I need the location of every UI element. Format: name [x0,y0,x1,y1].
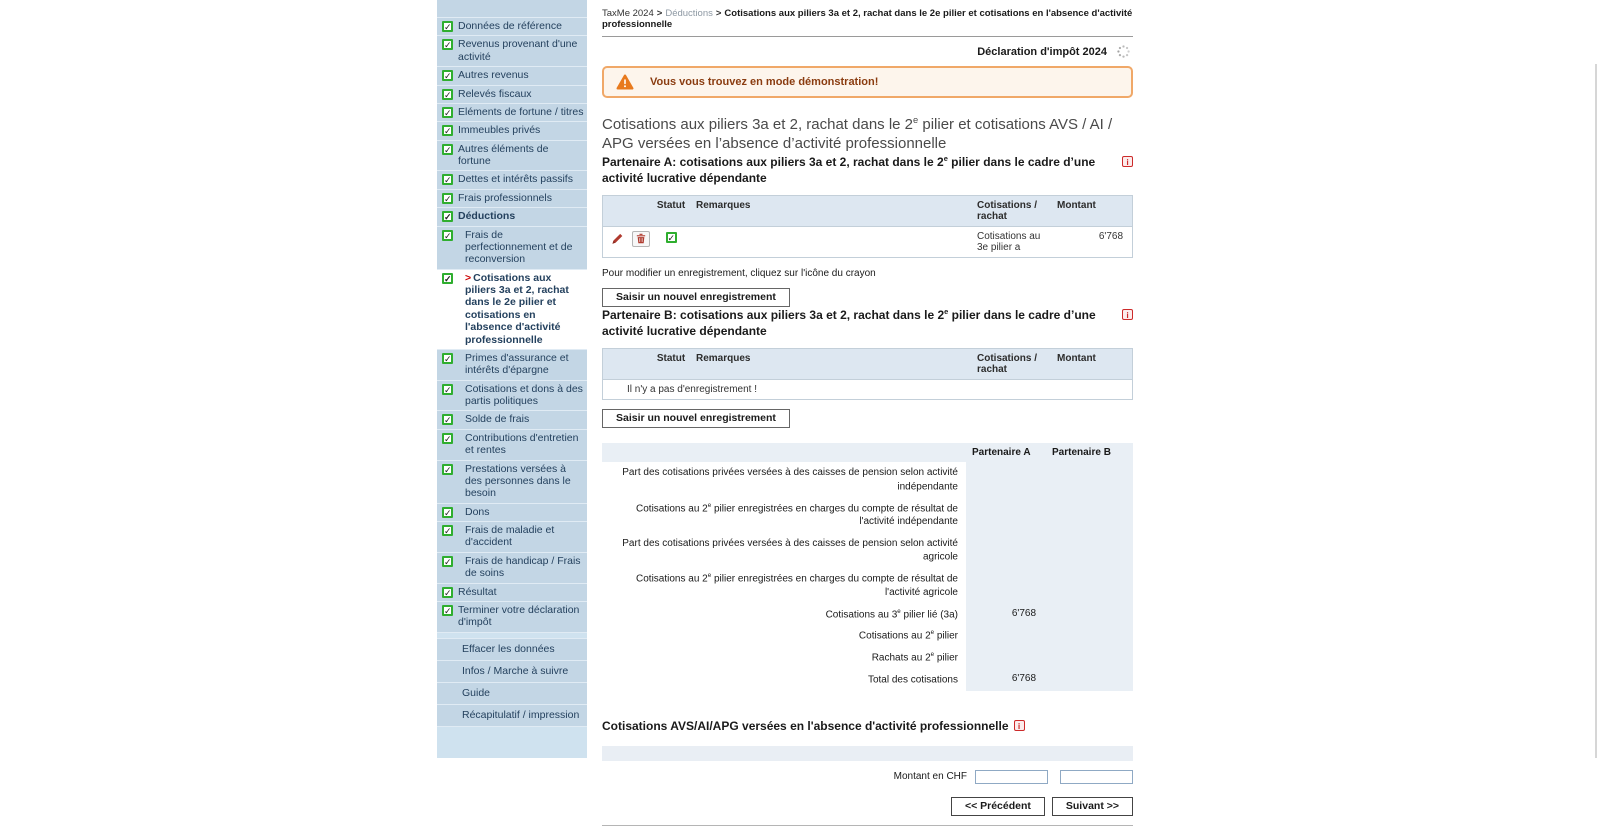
table-header-row [603,196,1132,227]
status-checked-icon: ✓ [667,232,676,243]
sidebar-item[interactable] [437,381,587,412]
sidebar-item-label: Primes d'assurance et intérêts d'épargne [465,351,569,377]
sidebar-item-label: Immeubles privés [458,124,541,137]
sidebar-footer-item[interactable] [437,661,587,683]
breadcrumb-root[interactable]: TaxMe 2024 [602,8,654,19]
summary-value-b [1046,604,1133,626]
sidebar [437,0,587,758]
sidebar-item[interactable] [437,141,587,172]
topbar-right [602,37,1133,59]
checkbox-checked-icon: ✓ [444,193,452,204]
summary-row [602,462,1133,497]
sidebar-item[interactable] [437,522,587,553]
checkbox-checked-icon: ✓ [444,464,452,475]
info-icon[interactable]: i [1014,720,1025,731]
edit-record-button[interactable] [608,231,626,247]
column-header-montant: Montant [1057,353,1096,365]
summary-row-label: Cotisations au 2e pilier enregistrées en charges du compte de résultat de l'activité agricole [602,568,966,603]
summary-row [602,568,1133,603]
new-record-button-b[interactable]: Saisir un nouvel enregistrement [602,409,790,428]
sidebar-item[interactable] [437,461,587,504]
breadcrumb [602,0,1133,37]
checkbox-checked-icon: ✓ [444,273,452,284]
sidebar-item-label: Autres éléments de fortune [458,142,549,167]
delete-record-button[interactable] [632,231,650,247]
summary-value-b [1046,625,1133,647]
sidebar-item[interactable] [437,350,587,381]
summary-row-label: Cotisations au 2e pilier enregistrées en charges du compte de résultat de l'activité indépendante [602,498,966,533]
demo-mode-warning [602,66,1133,98]
checkbox-checked-icon: ✓ [444,89,452,100]
partner-a-table [602,195,1133,258]
sidebar-item[interactable] [437,430,587,461]
info-icon[interactable]: i [1122,156,1133,167]
sidebar-item-label: Eléments de fortune / titres [458,105,584,118]
sidebar-item-label: Frais de handicap / Frais de soins [465,554,581,580]
summary-value-b [1046,462,1133,497]
edit-hint-text: Pour modifier un enregistrement, cliquez sur l'icône du crayon [602,267,876,279]
avs-header-band [602,746,1133,761]
breadcrumb-separator: > [715,8,722,19]
summary-value-b [1046,669,1133,691]
main-content [602,0,1133,826]
summary-value-b [1046,533,1133,568]
active-arrow-icon: > [465,271,472,284]
checkbox-checked-icon: ✓ [444,230,452,241]
summary-value-b [1046,647,1133,669]
partner-a-heading: i Partenaire A: cotisations aux piliers 3a et 2, rachat dans le 2e pilier dans le cadre d’une activité lucrative dépendante [602,154,1133,186]
summary-value-a [966,498,1046,533]
trash-icon [636,233,646,244]
sidebar-item-label: Contributions d'entretien et rentes [465,431,579,457]
checkbox-checked-icon: ✓ [444,384,452,395]
sidebar-menu [437,18,587,633]
sidebar-item-label: Relevés fiscaux [458,87,532,100]
sidebar-footer-label: Infos / Marche à suivre [462,664,569,677]
sidebar-item[interactable] [437,122,587,140]
column-header-cotisations: Cotisations / rachat [977,353,1038,376]
sidebar-item[interactable] [437,411,587,429]
sidebar-item-label: Revenus provenant d'une activité [458,38,578,63]
column-header-statut: Statut [656,353,686,365]
summary-header-row [602,443,1133,462]
sidebar-item[interactable] [437,104,587,122]
column-header-montant: Montant [1057,199,1096,211]
amount-chf-label: Montant en CHF [893,771,967,783]
column-header-partenaire-a: Partenaire A [972,447,1031,459]
sidebar-item[interactable] [437,18,587,36]
summary-row-label: Cotisations au 2e pilier [602,625,966,647]
summary-body [602,462,1133,691]
sidebar-footer-item[interactable] [437,639,587,661]
sidebar-item-label: Dettes et intérêts passifs [458,173,573,186]
sidebar-item[interactable] [437,602,587,633]
cell-montant: 6'768 [1098,230,1123,242]
column-header-partenaire-b: Partenaire B [1052,447,1111,459]
loading-spinner-icon [1116,44,1131,59]
checkbox-checked-icon: ✓ [444,415,452,426]
sidebar-item-label: Prestations versées à des personnes dans le besoin [465,462,571,500]
summary-row [602,604,1133,626]
sidebar-footer-label: Effacer les données [462,642,555,655]
cell-remarques [691,227,972,235]
checkbox-checked-icon: ✓ [444,71,452,82]
sidebar-footer-item[interactable] [437,705,587,727]
sidebar-item-label: Solde de frais [465,413,530,426]
summary-value-a: 6'768 [966,604,1046,626]
sidebar-item-label: Cotisations aux piliers 3a et 2, rachat dans le 2e pilier et cotisations en l'absence d'activité professionnelle [465,271,569,346]
checkbox-checked-icon: ✓ [444,507,452,518]
sidebar-item-label: Données de référence [458,20,562,32]
avs-amount-row [602,770,1133,784]
sidebar-item-label: Cotisations et dons à des partis politiques [465,382,583,407]
checkbox-checked-icon: ✓ [444,353,452,364]
summary-row [602,669,1133,691]
sidebar-item-label: Frais professionnels [458,191,552,204]
summary-row-label: Rachats au 2e pilier [602,647,966,669]
checkbox-checked-icon: ✓ [444,605,452,616]
navigation-row [602,797,1133,826]
checkbox-checked-icon: ✓ [444,22,452,32]
new-record-button-a[interactable]: Saisir un nouvel enregistrement [602,288,790,307]
summary-value-a [966,647,1046,669]
checkbox-checked-icon: ✓ [444,526,452,536]
warning-triangle-icon [616,74,634,90]
sidebar-item[interactable] [437,190,587,208]
checkbox-checked-icon: ✓ [444,126,452,137]
sidebar-item[interactable] [437,584,587,602]
sidebar-item-label: Frais de maladie et d'accident [465,524,555,549]
sidebar-item[interactable] [437,67,587,85]
checkbox-checked-icon: ✓ [444,433,452,444]
summary-value-a [966,625,1046,647]
checkbox-checked-icon: ✓ [444,175,452,186]
sidebar-item-label: Autres revenus [458,69,529,82]
sidebar-top-spacer [437,0,587,18]
sidebar-footer-item[interactable] [437,683,587,705]
summary-row [602,498,1133,533]
no-records-text: Il n'y a pas d'enregistrement ! [627,383,757,395]
checkbox-checked-icon: ✓ [444,587,452,598]
partner-b-heading: i Partenaire B: cotisations aux piliers 3a et 2, rachat dans le 2e pilier dans le cadre d’une activité lucrative dépendante [602,307,1133,339]
column-header-remarques: Remarques [696,353,751,365]
sidebar-item[interactable] [437,227,587,270]
summary-value-a [966,462,1046,497]
summary-value-a [966,568,1046,603]
sidebar-item[interactable] [437,171,587,189]
sidebar-footer-label: Récapitulatif / impression [462,708,580,721]
sidebar-item-label: Frais de perfectionnement et de reconversion [465,228,573,266]
sidebar-item-label: Dons [465,505,490,518]
sidebar-item-label: Déductions [458,210,516,223]
summary-row [602,647,1133,669]
partner-b-table [602,348,1133,400]
info-icon[interactable]: i [1122,309,1133,320]
cell-cotisations: Cotisations au 3e pilier a [977,230,1041,253]
column-header-remarques: Remarques [696,199,751,211]
page-title: Cotisations aux piliers 3a et 2, rachat dans le 2e pilier et cotisations AVS / AI / APG versées en l’absence d’activité professionnelle [602,115,1113,152]
sidebar-item[interactable] [437,208,587,226]
summary-row [602,625,1133,647]
summary-value-a: 6'768 [966,669,1046,691]
breadcrumb-separator: > [656,8,663,19]
summary-row [602,533,1133,568]
sidebar-item[interactable] [437,504,587,522]
sidebar-item-label: Terminer votre déclaration d'impôt [458,603,580,629]
summary-row-label: Cotisations au 3e pilier lié (3a) [602,604,966,626]
scrollbar[interactable] [1595,64,1597,758]
sidebar-item[interactable] [437,86,587,104]
breadcrumb-section[interactable]: Déductions [665,8,713,19]
title-superscript: e [913,115,919,125]
sidebar-item[interactable] [437,553,587,584]
checkbox-checked-icon: ✓ [444,556,452,567]
demo-mode-warning-text: Vous vous trouvez en mode démonstration! [650,76,879,88]
amount-input-partner-b[interactable] [1060,770,1133,784]
sidebar-footer [437,639,587,727]
summary-value-b [1046,568,1133,603]
summary-value-a [966,533,1046,568]
checkbox-checked-icon: ✓ [444,144,452,155]
pencil-icon [611,232,624,245]
checkbox-checked-icon: ✓ [444,212,452,223]
sidebar-item[interactable] [437,36,587,67]
amount-input-partner-a[interactable] [975,770,1048,784]
avs-heading: Cotisations AVS/AI/APG versées en l'absence d'activité professionnelle i [602,719,1133,733]
column-header-statut: Statut [656,199,686,211]
sidebar-item-label: Résultat [458,585,497,598]
previous-button[interactable]: << Précédent [951,797,1045,816]
breadcrumb-current: Cotisations aux piliers 3a et 2, rachat dans le 2e pilier et cotisations en l'absence d'activité professionnelle [602,8,1133,30]
empty-table-row [603,380,1132,399]
declaration-year-label: Déclaration d'impôt 2024 [977,45,1107,58]
checkbox-checked-icon: ✓ [444,107,452,118]
summary-value-b [1046,498,1133,533]
summary-row-label: Part des cotisations privées versées à des caisses de pension selon activité agricole [602,533,966,568]
summary-row-label: Part des cotisations privées versées à des caisses de pension selon activité indépendante [602,462,966,497]
table-header-row [603,349,1132,380]
table-row [603,227,1132,257]
summary-row-label: Total des cotisations [602,669,966,691]
checkbox-checked-icon: ✓ [444,40,452,51]
sidebar-item[interactable] [437,270,587,350]
column-header-cotisations: Cotisations / rachat [977,199,1038,222]
next-button[interactable]: Suivant >> [1052,797,1133,816]
summary-table [602,443,1133,691]
sidebar-footer-label: Guide [462,686,491,699]
